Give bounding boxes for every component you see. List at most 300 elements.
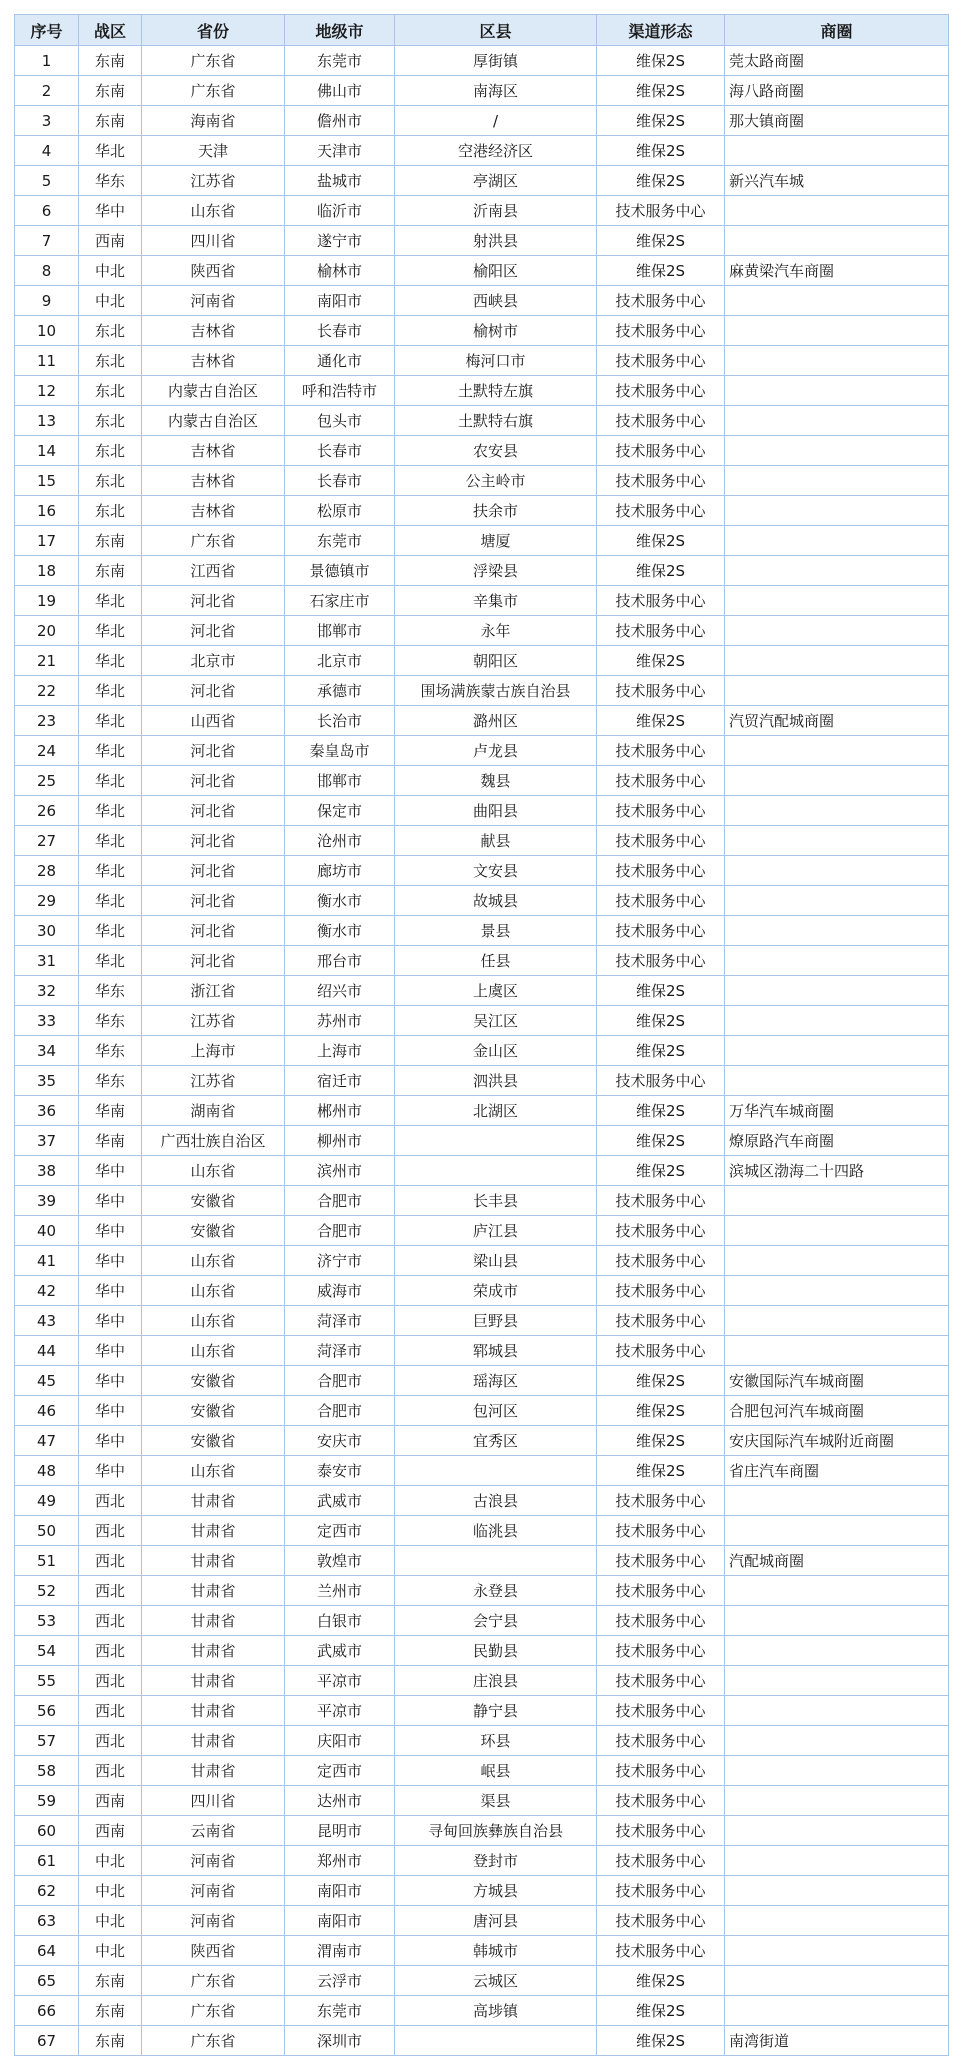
cell-business-area: [725, 826, 949, 856]
table-row: [15, 1126, 949, 1156]
cell-index: 19: [15, 586, 79, 616]
cell-index: 50: [15, 1516, 79, 1546]
cell-business-area: [725, 946, 949, 976]
cell-district: 浮梁县: [395, 556, 597, 586]
table-row: [15, 646, 949, 676]
cell-business-area: [725, 1006, 949, 1036]
cell-region: 华中: [79, 1426, 142, 1456]
cell-city: 东莞市: [285, 526, 395, 556]
cell-city: 达州市: [285, 1786, 395, 1816]
cell-index: 12: [15, 376, 79, 406]
cell-city: 定西市: [285, 1516, 395, 1546]
cell-channel: 维保2S: [597, 1456, 725, 1486]
cell-district: 登封市: [395, 1846, 597, 1876]
cell-index: 14: [15, 436, 79, 466]
cell-district: 任县: [395, 946, 597, 976]
cell-index: 39: [15, 1186, 79, 1216]
cell-index: 24: [15, 736, 79, 766]
cell-channel: 技术服务中心: [597, 1756, 725, 1786]
cell-city: 武威市: [285, 1636, 395, 1666]
cell-city: 合肥市: [285, 1396, 395, 1426]
table-row: [15, 586, 949, 616]
cell-region: 中北: [79, 1936, 142, 1966]
cell-index: 9: [15, 286, 79, 316]
cell-district: 静宁县: [395, 1696, 597, 1726]
table-row: [15, 406, 949, 436]
cell-channel: 技术服务中心: [597, 1786, 725, 1816]
cell-province: 广东省: [142, 2026, 285, 2056]
cell-region: 华北: [79, 766, 142, 796]
table-row: [15, 1336, 949, 1366]
cell-region: 东南: [79, 1996, 142, 2026]
cell-city: 廊坊市: [285, 856, 395, 886]
cell-index: 45: [15, 1366, 79, 1396]
cell-province: 安徽省: [142, 1216, 285, 1246]
cell-channel: 技术服务中心: [597, 1276, 725, 1306]
cell-index: 18: [15, 556, 79, 586]
cell-province: 河北省: [142, 676, 285, 706]
cell-city: 呼和浩特市: [285, 376, 395, 406]
cell-channel: 维保2S: [597, 1966, 725, 1996]
cell-business-area: 汽贸汽配城商圈: [725, 706, 949, 736]
cell-channel: 维保2S: [597, 706, 725, 736]
table-row: [15, 976, 949, 1006]
cell-channel: 技术服务中心: [597, 406, 725, 436]
cell-index: 61: [15, 1846, 79, 1876]
cell-business-area: 麻黄梁汽车商圈: [725, 256, 949, 286]
cell-city: 邢台市: [285, 946, 395, 976]
cell-province: 海南省: [142, 106, 285, 136]
cell-business-area: [725, 1636, 949, 1666]
cell-district: 卢龙县: [395, 736, 597, 766]
cell-district: 梅河口市: [395, 346, 597, 376]
cell-channel: 技术服务中心: [597, 916, 725, 946]
cell-index: 35: [15, 1066, 79, 1096]
cell-district: 高埗镇: [395, 1996, 597, 2026]
cell-district: 岷县: [395, 1756, 597, 1786]
table-row: [15, 556, 949, 586]
cell-province: 上海市: [142, 1036, 285, 1066]
cell-channel: 技术服务中心: [597, 1306, 725, 1336]
cell-district: 包河区: [395, 1396, 597, 1426]
cell-city: 承德市: [285, 676, 395, 706]
cell-province: 广东省: [142, 46, 285, 76]
table-row: [15, 946, 949, 976]
cell-channel: 维保2S: [597, 46, 725, 76]
cell-city: 景德镇市: [285, 556, 395, 586]
cell-district: 庐江县: [395, 1216, 597, 1246]
table-row: [15, 616, 949, 646]
cell-channel: 技术服务中心: [597, 1486, 725, 1516]
cell-region: 华东: [79, 1006, 142, 1036]
cell-city: 平凉市: [285, 1696, 395, 1726]
cell-city: 天津市: [285, 136, 395, 166]
cell-province: 河北省: [142, 586, 285, 616]
cell-index: 32: [15, 976, 79, 1006]
cell-region: 东北: [79, 346, 142, 376]
table-row: [15, 1846, 949, 1876]
cell-region: 中北: [79, 286, 142, 316]
cell-channel: 技术服务中心: [597, 1576, 725, 1606]
cell-city: 佛山市: [285, 76, 395, 106]
cell-district: 宜秀区: [395, 1426, 597, 1456]
cell-business-area: [725, 1606, 949, 1636]
cell-channel: 维保2S: [597, 976, 725, 1006]
cell-index: 33: [15, 1006, 79, 1036]
cell-region: 华中: [79, 1456, 142, 1486]
cell-business-area: [725, 646, 949, 676]
cell-channel: 技术服务中心: [597, 1066, 725, 1096]
cell-region: 华北: [79, 616, 142, 646]
cell-region: 华北: [79, 946, 142, 976]
cell-city: 通化市: [285, 346, 395, 376]
cell-business-area: 燎原路汽车商圈: [725, 1126, 949, 1156]
cell-channel: 技术服务中心: [597, 1906, 725, 1936]
cell-channel: 技术服务中心: [597, 856, 725, 886]
cell-region: 华北: [79, 796, 142, 826]
cell-province: 吉林省: [142, 496, 285, 526]
cell-business-area: [725, 1186, 949, 1216]
cell-business-area: [725, 1786, 949, 1816]
cell-city: 绍兴市: [285, 976, 395, 1006]
cell-province: 安徽省: [142, 1426, 285, 1456]
cell-region: 华北: [79, 586, 142, 616]
cell-district: 射洪县: [395, 226, 597, 256]
cell-business-area: [725, 1846, 949, 1876]
cell-province: 甘肃省: [142, 1756, 285, 1786]
cell-region: 华东: [79, 1036, 142, 1066]
cell-province: 内蒙古自治区: [142, 406, 285, 436]
cell-index: 21: [15, 646, 79, 676]
table-row: [15, 886, 949, 916]
cell-district: 古浪县: [395, 1486, 597, 1516]
cell-district: 云城区: [395, 1966, 597, 1996]
cell-city: 上海市: [285, 1036, 395, 1066]
cell-province: 山东省: [142, 1276, 285, 1306]
cell-channel: 维保2S: [597, 646, 725, 676]
cell-city: 郴州市: [285, 1096, 395, 1126]
cell-channel: 技术服务中心: [597, 316, 725, 346]
cell-channel: 维保2S: [597, 226, 725, 256]
cell-index: 37: [15, 1126, 79, 1156]
cell-index: 43: [15, 1306, 79, 1336]
cell-channel: 技术服务中心: [597, 196, 725, 226]
cell-province: 吉林省: [142, 346, 285, 376]
cell-province: 河北省: [142, 856, 285, 886]
cell-business-area: 合肥包河汽车城商圈: [725, 1396, 949, 1426]
cell-province: 河南省: [142, 1906, 285, 1936]
cell-channel: 技术服务中心: [597, 1696, 725, 1726]
cell-business-area: [725, 856, 949, 886]
table-row: [15, 76, 949, 106]
table-row: [15, 106, 949, 136]
cell-channel: 维保2S: [597, 526, 725, 556]
cell-district: 渠县: [395, 1786, 597, 1816]
cell-city: 兰州市: [285, 1576, 395, 1606]
cell-index: 59: [15, 1786, 79, 1816]
channel-table: [14, 14, 949, 2056]
cell-business-area: [725, 1756, 949, 1786]
cell-index: 56: [15, 1696, 79, 1726]
table-row: [15, 1246, 949, 1276]
cell-province: 河北省: [142, 916, 285, 946]
cell-business-area: [725, 1306, 949, 1336]
cell-business-area: [725, 196, 949, 226]
cell-district: [395, 2026, 597, 2056]
table-row: [15, 1936, 949, 1966]
cell-city: 长春市: [285, 316, 395, 346]
cell-city: 松原市: [285, 496, 395, 526]
cell-province: 陕西省: [142, 1936, 285, 1966]
cell-business-area: [725, 346, 949, 376]
cell-district: 亭湖区: [395, 166, 597, 196]
cell-index: 52: [15, 1576, 79, 1606]
header-province: 省份: [142, 15, 285, 46]
cell-business-area: [725, 406, 949, 436]
cell-index: 6: [15, 196, 79, 226]
cell-district: 土默特右旗: [395, 406, 597, 436]
cell-region: 华东: [79, 1066, 142, 1096]
cell-channel: 维保2S: [597, 106, 725, 136]
cell-region: 西北: [79, 1636, 142, 1666]
cell-city: 东莞市: [285, 46, 395, 76]
cell-index: 62: [15, 1876, 79, 1906]
cell-channel: 维保2S: [597, 1126, 725, 1156]
cell-business-area: [725, 766, 949, 796]
cell-province: 内蒙古自治区: [142, 376, 285, 406]
cell-index: 23: [15, 706, 79, 736]
cell-district: 临洮县: [395, 1516, 597, 1546]
cell-channel: 技术服务中心: [597, 376, 725, 406]
cell-city: 长春市: [285, 436, 395, 466]
cell-index: 64: [15, 1936, 79, 1966]
table-row: [15, 1366, 949, 1396]
cell-city: 沧州市: [285, 826, 395, 856]
cell-channel: 维保2S: [597, 136, 725, 166]
cell-city: 昆明市: [285, 1816, 395, 1846]
cell-channel: 维保2S: [597, 1996, 725, 2026]
cell-district: 魏县: [395, 766, 597, 796]
cell-district: 故城县: [395, 886, 597, 916]
cell-business-area: [725, 556, 949, 586]
table-row: [15, 1036, 949, 1066]
cell-city: 保定市: [285, 796, 395, 826]
table-row: [15, 226, 949, 256]
cell-index: 44: [15, 1336, 79, 1366]
cell-channel: 技术服务中心: [597, 1606, 725, 1636]
cell-district: 沂南县: [395, 196, 597, 226]
cell-index: 63: [15, 1906, 79, 1936]
cell-province: 甘肃省: [142, 1666, 285, 1696]
cell-channel: 技术服务中心: [597, 1516, 725, 1546]
cell-channel: 技术服务中心: [597, 1546, 725, 1576]
cell-province: 河北省: [142, 886, 285, 916]
table-row: [15, 1276, 949, 1306]
cell-city: 深圳市: [285, 2026, 395, 2056]
cell-business-area: [725, 1066, 949, 1096]
table-row: [15, 1096, 949, 1126]
table-row: [15, 346, 949, 376]
cell-index: 22: [15, 676, 79, 706]
cell-province: 浙江省: [142, 976, 285, 1006]
table-row: [15, 1516, 949, 1546]
cell-channel: 维保2S: [597, 256, 725, 286]
cell-district: 农安县: [395, 436, 597, 466]
cell-city: 合肥市: [285, 1186, 395, 1216]
table-row: [15, 796, 949, 826]
table-row: [15, 826, 949, 856]
cell-province: 甘肃省: [142, 1516, 285, 1546]
cell-index: 48: [15, 1456, 79, 1486]
table-row: [15, 1456, 949, 1486]
cell-province: 天津: [142, 136, 285, 166]
cell-region: 华北: [79, 676, 142, 706]
cell-region: 西北: [79, 1486, 142, 1516]
cell-district: 土默特左旗: [395, 376, 597, 406]
cell-business-area: [725, 1996, 949, 2026]
cell-business-area: 那大镇商圈: [725, 106, 949, 136]
cell-index: 13: [15, 406, 79, 436]
cell-province: 江西省: [142, 556, 285, 586]
table-row: [15, 1636, 949, 1666]
cell-city: 临沂市: [285, 196, 395, 226]
cell-channel: 维保2S: [597, 1096, 725, 1126]
cell-channel: 技术服务中心: [597, 1726, 725, 1756]
cell-city: 云浮市: [285, 1966, 395, 1996]
cell-region: 东北: [79, 316, 142, 346]
cell-district: 西峡县: [395, 286, 597, 316]
table-row: [15, 1216, 949, 1246]
table-row: [15, 436, 949, 466]
cell-channel: 技术服务中心: [597, 1216, 725, 1246]
cell-district: /: [395, 106, 597, 136]
cell-region: 东北: [79, 466, 142, 496]
table-row: [15, 2026, 949, 2056]
cell-province: 河北省: [142, 946, 285, 976]
cell-business-area: [725, 526, 949, 556]
table-row: [15, 1546, 949, 1576]
cell-city: 安庆市: [285, 1426, 395, 1456]
cell-business-area: 安庆国际汽车城附近商圈: [725, 1426, 949, 1456]
cell-district: 榆树市: [395, 316, 597, 346]
cell-city: 威海市: [285, 1276, 395, 1306]
cell-business-area: [725, 1276, 949, 1306]
cell-district: 辛集市: [395, 586, 597, 616]
cell-city: 柳州市: [285, 1126, 395, 1156]
table-row: [15, 1396, 949, 1426]
cell-region: 华中: [79, 1216, 142, 1246]
cell-index: 1: [15, 46, 79, 76]
cell-city: 渭南市: [285, 1936, 395, 1966]
cell-index: 40: [15, 1216, 79, 1246]
cell-channel: 技术服务中心: [597, 766, 725, 796]
cell-district: 献县: [395, 826, 597, 856]
cell-province: 山西省: [142, 706, 285, 736]
cell-district: 厚街镇: [395, 46, 597, 76]
cell-index: 31: [15, 946, 79, 976]
cell-business-area: [725, 1246, 949, 1276]
cell-province: 四川省: [142, 1786, 285, 1816]
cell-region: 华东: [79, 166, 142, 196]
cell-index: 2: [15, 76, 79, 106]
cell-index: 15: [15, 466, 79, 496]
cell-region: 华北: [79, 136, 142, 166]
cell-district: 永登县: [395, 1576, 597, 1606]
cell-index: 47: [15, 1426, 79, 1456]
cell-city: 南阳市: [285, 1876, 395, 1906]
cell-index: 30: [15, 916, 79, 946]
cell-province: 山东省: [142, 1246, 285, 1276]
table-row: [15, 1666, 949, 1696]
cell-city: 武威市: [285, 1486, 395, 1516]
cell-province: 陕西省: [142, 256, 285, 286]
cell-province: 安徽省: [142, 1396, 285, 1426]
cell-channel: 维保2S: [597, 1036, 725, 1066]
cell-city: 庆阳市: [285, 1726, 395, 1756]
cell-province: 山东省: [142, 196, 285, 226]
cell-region: 华中: [79, 1246, 142, 1276]
cell-region: 华中: [79, 1276, 142, 1306]
cell-city: 榆林市: [285, 256, 395, 286]
cell-index: 65: [15, 1966, 79, 1996]
cell-district: 文安县: [395, 856, 597, 886]
table-row: [15, 1996, 949, 2026]
cell-region: 华东: [79, 976, 142, 1006]
cell-index: 26: [15, 796, 79, 826]
cell-city: 儋州市: [285, 106, 395, 136]
cell-index: 3: [15, 106, 79, 136]
table-row: [15, 766, 949, 796]
cell-district: 民勤县: [395, 1636, 597, 1666]
cell-region: 西南: [79, 226, 142, 256]
cell-district: 庄浪县: [395, 1666, 597, 1696]
cell-index: 4: [15, 136, 79, 166]
cell-business-area: [725, 1816, 949, 1846]
table-row: [15, 1816, 949, 1846]
cell-district: 空港经济区: [395, 136, 597, 166]
cell-city: 菏泽市: [285, 1306, 395, 1336]
cell-business-area: 莞太路商圈: [725, 46, 949, 76]
cell-business-area: 汽配城商圈: [725, 1546, 949, 1576]
cell-channel: 技术服务中心: [597, 736, 725, 766]
cell-district: 长丰县: [395, 1186, 597, 1216]
cell-district: 金山区: [395, 1036, 597, 1066]
cell-city: 平凉市: [285, 1666, 395, 1696]
cell-province: 江苏省: [142, 1006, 285, 1036]
cell-business-area: [725, 1576, 949, 1606]
cell-province: 甘肃省: [142, 1576, 285, 1606]
cell-province: 河南省: [142, 1846, 285, 1876]
cell-region: 华北: [79, 826, 142, 856]
header-city: 地级市: [285, 15, 395, 46]
table-row: [15, 286, 949, 316]
cell-index: 27: [15, 826, 79, 856]
cell-business-area: [725, 226, 949, 256]
cell-channel: 技术服务中心: [597, 286, 725, 316]
header-district: 区县: [395, 15, 597, 46]
cell-index: 66: [15, 1996, 79, 2026]
cell-index: 55: [15, 1666, 79, 1696]
cell-province: 河南省: [142, 286, 285, 316]
table-row: [15, 1876, 949, 1906]
cell-region: 中北: [79, 1846, 142, 1876]
cell-province: 吉林省: [142, 316, 285, 346]
table-row: [15, 256, 949, 286]
cell-channel: 技术服务中心: [597, 616, 725, 646]
header-row: [15, 15, 949, 46]
cell-province: 广东省: [142, 76, 285, 106]
cell-province: 河北省: [142, 736, 285, 766]
